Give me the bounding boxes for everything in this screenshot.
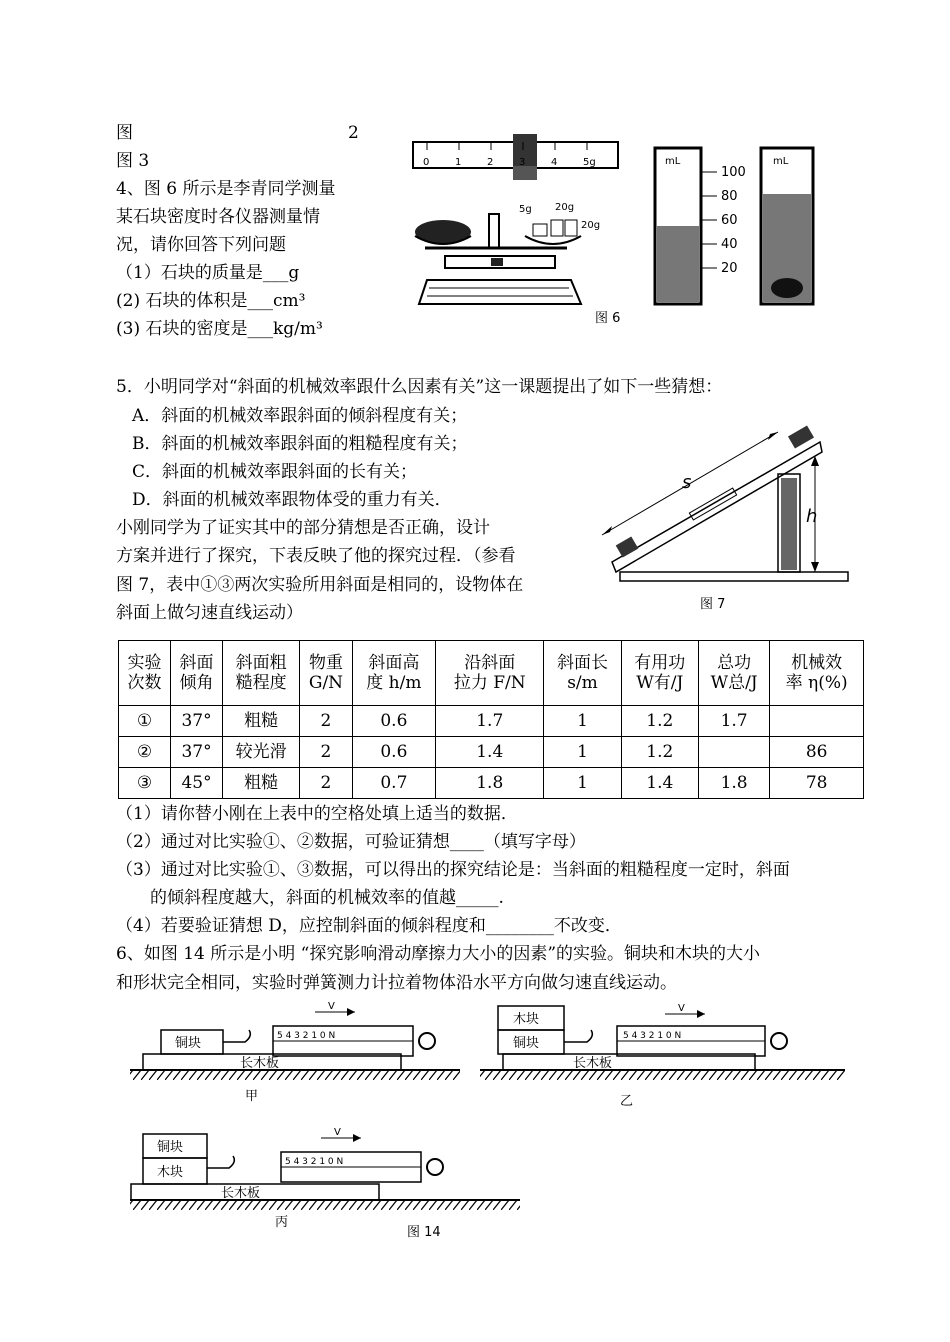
weight-20g-b: 20g	[581, 220, 601, 231]
scale-tick-5: 5g	[583, 157, 596, 168]
spring-scale-marks: 5 4 3 2 1 0 N	[277, 1031, 336, 1041]
graduated-cylinder-1	[655, 148, 701, 304]
spring-scale-marks: 5 4 3 2 1 0 N	[623, 1031, 682, 1041]
cylinder-scale	[701, 165, 746, 276]
panel-bing	[130, 1127, 520, 1230]
q5-sub-3-line1: （3）通过对比实验①、③数据，可以得出的探究结论是：当斜面的粗糙程度一定时，斜面	[116, 860, 790, 880]
label-jia: 甲	[245, 1089, 259, 1104]
figure-14-caption: 图 14	[407, 1225, 441, 1240]
balance	[415, 202, 600, 304]
q5-paragraph-line4: 斜面上做匀速直线运动）	[116, 603, 303, 623]
board-label: 长木板	[221, 1186, 261, 1201]
figure-label-2: 图	[116, 123, 133, 143]
table-cell: 2	[300, 706, 352, 737]
cylinder-tick-80: 80	[721, 189, 738, 204]
q4-item-1: （1）石块的质量是___g	[116, 263, 300, 283]
table-cell: 0.6	[352, 737, 436, 768]
q5-option-b: B．斜面的机械效率跟斜面的粗糙程度有关；	[132, 434, 468, 454]
q5-sub-3-line2: 的倾斜程度越大，斜面的机械效率的值越_____.	[150, 888, 504, 908]
table-cell: 78	[770, 768, 864, 799]
scale-tick-1: 1	[455, 157, 462, 168]
table-cell: 1.2	[621, 737, 698, 768]
table-cell: 1.8	[436, 768, 544, 799]
table-cell: 0.7	[352, 768, 436, 799]
table-cell: 1.7	[436, 706, 544, 737]
cylinder-unit-1: mL	[665, 156, 681, 167]
table-cell-blank	[770, 706, 864, 737]
block-bottom	[616, 536, 639, 557]
figure-label-2-number: 2	[348, 123, 359, 143]
q5-sub-1: （1）请你替小刚在上表中的空格处填上适当的数据．	[116, 804, 518, 824]
copper-label: 铜块	[513, 1036, 540, 1051]
q5-paragraph-line2: 方案并进行了探究，下表反映了他的探究过程．（参看	[116, 546, 516, 566]
q4-item-2: (2) 石块的体积是___cm³	[116, 291, 306, 311]
table-cell: 1	[544, 706, 621, 737]
cylinder-tick-100: 100	[721, 165, 746, 180]
graduated-cylinder-2	[761, 148, 813, 304]
table-cell: 1.2	[621, 706, 698, 737]
header-cell: 有用功 W有/J	[621, 641, 698, 706]
experiment-table	[118, 640, 864, 799]
wood-label: 木块	[513, 1012, 540, 1027]
table-cell: 45°	[171, 768, 223, 799]
cylinder-tick-40: 40	[721, 237, 738, 252]
q5-option-a: A．斜面的机械效率跟斜面的倾斜程度有关；	[132, 406, 468, 426]
header-cell: 实验 次数	[119, 641, 171, 706]
table-cell: 2	[300, 768, 352, 799]
velocity-label: V	[334, 1127, 341, 1138]
q5-paragraph-line1: 小刚同学为了证实其中的部分猜想是否正确，设计	[116, 518, 490, 538]
table-cell: 0.6	[352, 706, 436, 737]
table-row	[119, 706, 864, 737]
table-cell: 1.7	[698, 706, 769, 737]
cylinder-tick-20: 20	[721, 261, 738, 276]
scale-tick-4: 4	[551, 157, 558, 168]
q4-intro-line1: 4、图 6 所示是李青同学测量	[116, 179, 336, 199]
label-bing: 丙	[275, 1215, 289, 1230]
fig7-label-s: s	[682, 472, 692, 493]
q5-sub-2: （2）通过对比实验①、②数据，可验证猜想____（填写字母）	[116, 832, 586, 852]
header-cell: 斜面高 度 h/m	[352, 641, 436, 706]
figure-label-3: 图 3	[116, 151, 150, 171]
table-cell: ②	[119, 737, 171, 768]
table-cell: 37°	[171, 737, 223, 768]
fig7-label-h: h	[806, 506, 818, 527]
table-cell: 1.8	[698, 768, 769, 799]
table-row	[119, 768, 864, 799]
label-yi: 乙	[620, 1094, 634, 1109]
q5-option-c: C．斜面的机械效率跟斜面的长有关；	[132, 462, 418, 482]
table-cell: 粗糙	[223, 768, 300, 799]
weight-5g: 5g	[519, 204, 532, 215]
copper-label: 铜块	[175, 1036, 202, 1051]
table-cell: 1	[544, 768, 621, 799]
q5-paragraph-line3: 图 7，表中①③两次实验所用斜面是相同的，设物体在	[116, 575, 524, 595]
wood-label: 木块	[157, 1165, 184, 1180]
header-cell: 沿斜面 拉力 F/N	[436, 641, 544, 706]
table-cell: 37°	[171, 706, 223, 737]
panel-jia	[130, 1001, 460, 1104]
q5-sub-4: （4）若要验证猜想 D，应控制斜面的倾斜程度和________不改变．	[116, 916, 622, 936]
header-cell: 斜面长 s/m	[544, 641, 621, 706]
header-cell: 机械效 率 η(%)	[770, 641, 864, 706]
table-cell: 粗糙	[223, 706, 300, 737]
board-label: 长木板	[573, 1056, 613, 1071]
header-cell: 斜面 倾角	[171, 641, 223, 706]
cylinder-tick-60: 60	[721, 213, 738, 228]
q6-intro-line1: 6、如图 14 所示是小明 “探究影响滑动摩擦力大小的因素”的实验。铜块和木块的大小	[116, 944, 761, 964]
q4-intro-line2: 某石块密度时各仪器测量情	[116, 207, 320, 227]
header-cell: 物重 G/N	[300, 641, 352, 706]
panel-yi	[480, 1003, 845, 1109]
figure-6-caption: 图 6	[595, 311, 621, 326]
board-label: 长木板	[240, 1056, 280, 1071]
q5-intro: 5．小明同学对“斜面的机械效率跟什么因素有关”这一课题提出了如下一些猜想：	[116, 377, 723, 397]
scale-tick-3: 3	[519, 157, 526, 168]
table-cell: ①	[119, 706, 171, 737]
velocity-label: V	[678, 1003, 685, 1014]
figure-6	[405, 128, 845, 328]
figure-7	[590, 410, 850, 615]
table-cell: 86	[770, 737, 864, 768]
cylinder-unit-2: mL	[773, 156, 789, 167]
table-row	[119, 737, 864, 768]
table-cell: 2	[300, 737, 352, 768]
block-top	[788, 425, 814, 448]
table-cell: 1.4	[436, 737, 544, 768]
table-cell: 1.4	[621, 768, 698, 799]
q6-intro-line2: 和形状完全相同，实验时弹簧测力计拉着物体沿水平方向做匀速直线运动。	[116, 973, 677, 993]
copper-label: 铜块	[157, 1140, 184, 1155]
table-cell: 较光滑	[223, 737, 300, 768]
base-board	[620, 572, 848, 581]
q4-intro-line3: 况，请你回答下列问题	[116, 235, 286, 255]
table-header-row	[119, 641, 864, 706]
table-cell: 1	[544, 737, 621, 768]
velocity-label: V	[328, 1001, 335, 1012]
figure-7-caption: 图 7	[700, 597, 726, 612]
spring-scale-marks: 5 4 3 2 1 0 N	[285, 1157, 344, 1167]
q4-item-3: (3) 石块的密度是___kg/m³	[116, 319, 323, 339]
scale-tick-0: 0	[423, 157, 430, 168]
table-cell: ③	[119, 768, 171, 799]
figure-14	[125, 1000, 845, 1245]
header-cell: 斜面粗 糙程度	[223, 641, 300, 706]
table-cell-blank	[698, 737, 769, 768]
scale-tick-2: 2	[487, 157, 494, 168]
weight-20g-a: 20g	[555, 202, 575, 213]
header-cell: 总功 W总/J	[698, 641, 769, 706]
q5-option-d: D．斜面的机械效率跟物体受的重力有关．	[132, 490, 452, 510]
